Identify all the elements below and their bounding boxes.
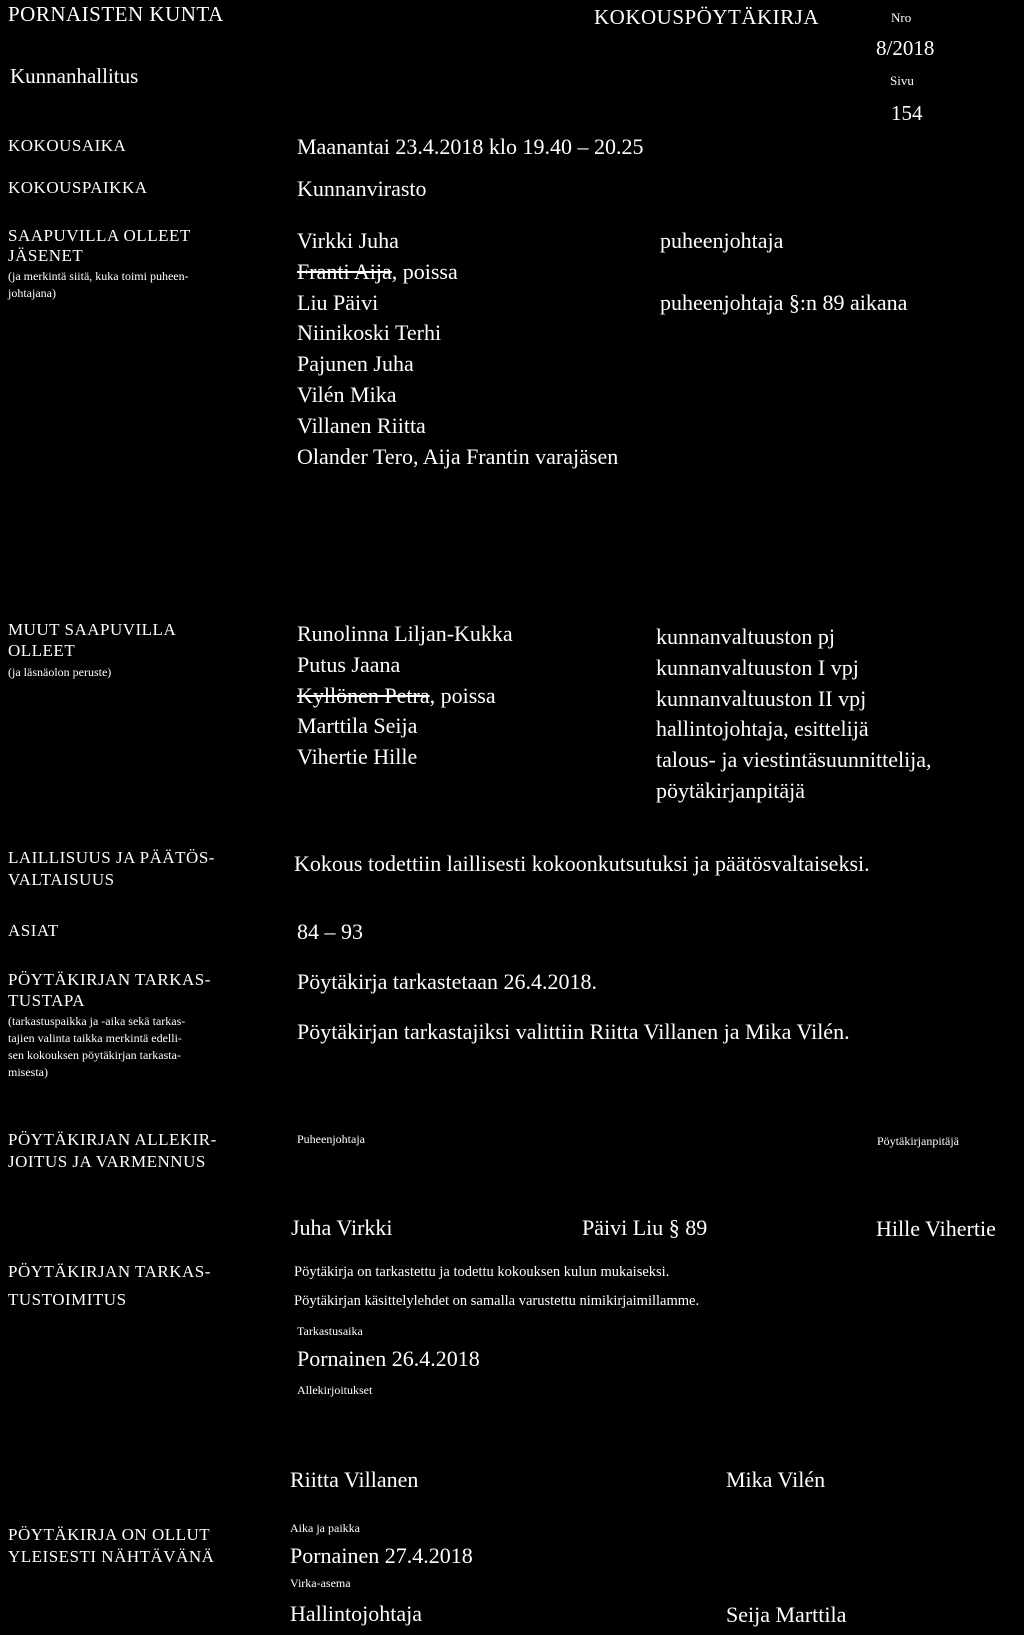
other-name: Vihertie Hille [297, 744, 418, 769]
reviewer-1-name: Riitta Villanen [290, 1467, 419, 1492]
other-role-extra: pöytäkirjanpitäjä [656, 778, 806, 803]
secretary-caption: Pöytäkirjanpitäjä [877, 1134, 959, 1148]
reviewer-2-name: Mika Vilén [726, 1467, 826, 1492]
review-text-1: Pöytäkirja on tarkastettu ja todettu kokouksen kulun mukaiseksi. [294, 1264, 670, 1280]
member-name: Virkki Juha [297, 228, 399, 253]
review-method-note-2: tajien valinta taikka merkintä edelli- [8, 1031, 182, 1045]
review-method-note-1: (tarkastuspaikka ja -aika sekä tarkas- [8, 1014, 186, 1028]
other-name: Putus Jaana [297, 652, 401, 677]
display-place-value: Pornainen 27.4.2018 [290, 1543, 473, 1568]
other-role: talous- ja viestintäsuunnittelija, [656, 747, 932, 772]
member-row [297, 257, 458, 287]
other-name: Runolinna Liljan-Kukka [297, 621, 513, 646]
legality-label-1: LAILLISUUS JA PÄÄTÖS- [8, 848, 215, 867]
member-name-struck: Franti Aija [297, 259, 392, 284]
matters-label: ASIAT [8, 921, 59, 940]
signing-label-1: PÖYTÄKIRJAN ALLEKIR- [8, 1130, 217, 1149]
member-row [297, 226, 399, 256]
org-name: PORNAISTEN KUNTA [8, 2, 224, 26]
display-label-2: YLEISESTI NÄHTÄVÄNÄ [8, 1547, 215, 1566]
display-office-caption: Virka-asema [290, 1576, 351, 1590]
member-name: Pajunen Juha [297, 351, 414, 376]
vice-chair-name: Päivi Liu § 89 [582, 1215, 708, 1240]
legality-label-2: VALTAISUUS [8, 870, 115, 889]
meeting-time-value: Maanantai 23.4.2018 klo 19.40 – 20.25 [297, 134, 644, 159]
other-row [297, 681, 496, 711]
review-time-caption: Tarkastusaika [297, 1324, 363, 1338]
page-value: 154 [891, 101, 923, 125]
review-sign-caption: Allekirjoitukset [297, 1383, 373, 1397]
member-suffix: , poissa [391, 259, 458, 284]
member-name: Liu Päivi [297, 290, 379, 315]
review-method-label-2: TUSTAPA [8, 991, 86, 1010]
members-label-1: SAAPUVILLA OLLEET [8, 226, 191, 245]
secretary-name: Hille Vihertie [876, 1216, 996, 1241]
review-method-value-1: Pöytäkirja tarkastetaan 26.4.2018. [297, 969, 597, 994]
member-row [297, 442, 618, 472]
member-row [297, 318, 441, 348]
member-row [297, 288, 378, 318]
doc-type: KOKOUSPÖYTÄKIRJA [594, 5, 820, 29]
other-row [297, 742, 417, 772]
others-note: (ja läsnäolon peruste) [8, 665, 112, 679]
other-role: kunnanvaltuuston II vpj [656, 686, 867, 711]
others-label-1: MUUT SAAPUVILLA [8, 620, 177, 639]
body-name: Kunnanhallitus [10, 64, 139, 88]
chair-caption: Puheenjohtaja [297, 1132, 365, 1146]
display-place-caption: Aika ja paikka [290, 1521, 360, 1535]
review-method-note-3: sen kokouksen pöytäkirjan tarkasta- [8, 1048, 181, 1062]
meeting-place-value: Kunnanvirasto [297, 176, 427, 201]
review-method-label-1: PÖYTÄKIRJAN TARKAS- [8, 970, 211, 989]
other-role: kunnanvaltuuston I vpj [656, 655, 859, 680]
display-official-name: Seija Marttila [726, 1602, 847, 1627]
others-label-2: OLLEET [8, 641, 76, 660]
page-label: Sivu [890, 73, 914, 88]
other-role: kunnanvaltuuston pj [656, 624, 836, 649]
display-office-value: Hallintojohtaja [290, 1601, 422, 1626]
legality-value: Kokous todettiin laillisesti kokoonkutsutuksi ja päätösvaltaiseksi. [294, 851, 870, 876]
members-note-2: johtajana) [8, 286, 56, 300]
other-name: Marttila Seija [297, 713, 418, 738]
signing-label-2: JOITUS JA VARMENNUS [8, 1152, 206, 1171]
review-label-2: TUSTOIMITUS [8, 1290, 127, 1309]
member-row [297, 349, 414, 379]
member-role: puheenjohtaja [660, 228, 784, 253]
nro-value: 8/2018 [876, 36, 935, 60]
members-note-1: (ja merkintä siitä, kuka toimi puheen- [8, 269, 189, 283]
member-name: Niinikoski Terhi [297, 320, 442, 345]
display-label-1: PÖYTÄKIRJA ON OLLUT [8, 1525, 211, 1544]
member-row [297, 380, 397, 410]
members-label-2: JÄSENET [8, 246, 84, 265]
other-name-struck: Kyllönen Petra [297, 683, 430, 708]
review-time-value: Pornainen 26.4.2018 [297, 1346, 480, 1371]
member-role: puheenjohtaja §:n 89 aikana [660, 290, 908, 315]
other-row [297, 650, 400, 680]
member-row [297, 411, 426, 441]
other-suffix: , poissa [429, 683, 496, 708]
member-name: Olander Tero, Aija Frantin varajäsen [297, 444, 619, 469]
matters-value: 84 – 93 [297, 919, 363, 944]
other-row [297, 619, 513, 649]
meeting-place-label: KOKOUSPAIKKA [8, 178, 148, 197]
chair-name: Juha Virkki [291, 1215, 393, 1240]
member-name: Vilén Mika [297, 382, 397, 407]
review-method-note-4: misesta) [8, 1065, 48, 1079]
review-label-1: PÖYTÄKIRJAN TARKAS- [8, 1262, 211, 1281]
other-role: hallintojohtaja, esittelijä [656, 716, 869, 741]
review-text-2: Pöytäkirjan käsittelylehdet on samalla varustettu nimikirjaimillamme. [294, 1293, 700, 1309]
meeting-time-label: KOKOUSAIKA [8, 136, 127, 155]
nro-label: Nro [891, 10, 912, 25]
review-method-value-2: Pöytäkirjan tarkastajiksi valittiin Riitta Villanen ja Mika Vilén. [297, 1019, 850, 1044]
member-name: Villanen Riitta [297, 413, 426, 438]
other-row [297, 711, 417, 741]
